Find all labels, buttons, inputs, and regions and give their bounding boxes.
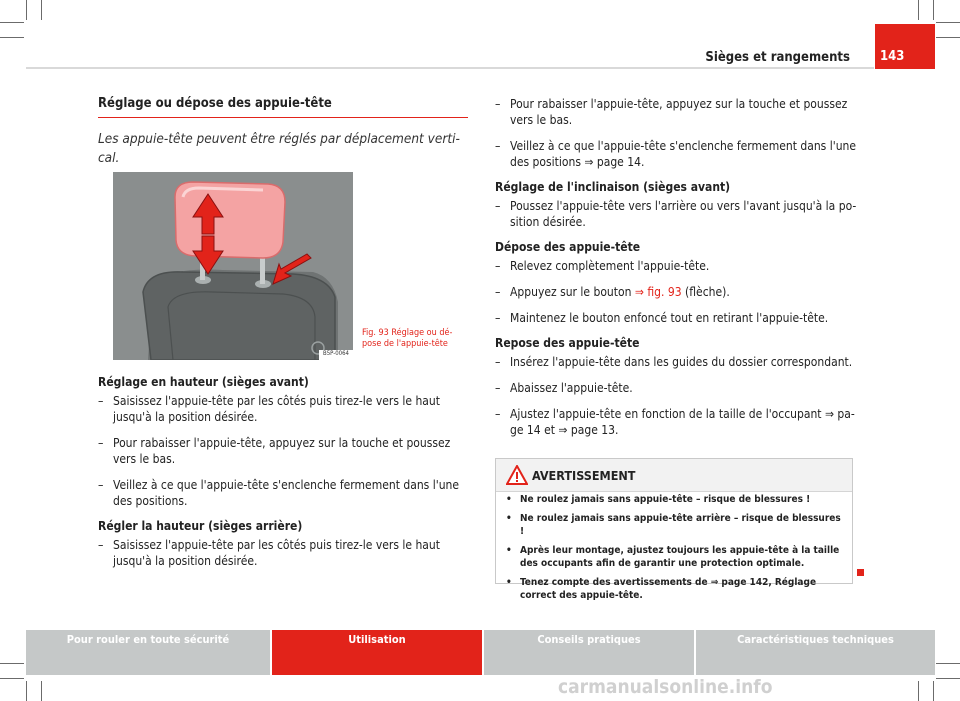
footer-tab-tips[interactable]: [484, 630, 694, 675]
running-header: Sièges et rangements: [705, 50, 850, 65]
list-item: – Pour rabaisser l'appuie-tête, appuyez sur la touche et poussez vers le bas.: [98, 436, 451, 466]
warning-body: [506, 493, 842, 608]
right-column: [495, 96, 857, 448]
crop-mark: [26, 0, 27, 20]
header-rule: [26, 67, 874, 69]
watermark: carmanualsonline.info: [558, 676, 773, 698]
footer-tab-label: Caractéristiques techniques: [737, 633, 894, 646]
warning-item: • Après leur montage, ajustez toujours les appuie-tête à la taille des occupants afin de garantir une protection optimale.: [506, 545, 840, 569]
warning-title: AVERTISSEMENT: [532, 468, 636, 483]
footer-tab-specs[interactable]: [696, 630, 935, 675]
crop-mark: [41, 0, 42, 20]
figure-caption: Fig. 93 Réglage ou dé-pose de l'appuie-tête: [362, 328, 453, 349]
left-column: [98, 96, 468, 168]
crop-mark: [936, 663, 960, 664]
left-column-lower: [98, 375, 468, 579]
footer-tab-label: Pour rouler en toute sécurité: [66, 633, 230, 646]
crop-mark: [918, 681, 919, 701]
crop-mark: [936, 678, 960, 679]
section-title: Réglage ou dépose des appuie-tête: [98, 96, 468, 118]
warning-item: • Ne roulez jamais sans appuie-tête arrière – risque de blessures !: [506, 513, 841, 537]
subsection-title: Réglage en hauteur (sièges avant): [98, 375, 309, 389]
footer-tab-safety[interactable]: [26, 630, 270, 675]
subsection-title: Réglage de l'inclinaison (sièges avant): [495, 180, 731, 194]
section-end-mark: [857, 569, 864, 576]
crop-mark: [0, 37, 24, 38]
subsection-title: Régler la hauteur (sièges arrière): [98, 519, 303, 533]
list-item: – Saisissez l'appuie-tête par les côtés puis tirez-le vers le haut jusqu'à la position désirée.: [98, 538, 440, 568]
list-item: – Appuyez sur le bouton ⇒ fig. 93 (flèche).: [495, 285, 730, 299]
figure-headrest: [113, 172, 353, 360]
headrest-illustration: [113, 172, 353, 360]
list-item: – Abaissez l'appuie-tête.: [495, 381, 633, 395]
list-item: – Saisissez l'appuie-tête par les côtés puis tirez-le vers le haut jusqu'à la position désirée.: [98, 394, 440, 424]
crop-mark: [933, 681, 934, 701]
page-number: 143: [880, 49, 905, 64]
list-item: – Ajustez l'appuie-tête en fonction de la taille de l'occupant ⇒ pa-ge 14 et ⇒ page 13.: [495, 407, 855, 437]
subsection-title: Dépose des appuie-tête: [495, 240, 641, 254]
crop-mark: [0, 663, 24, 664]
figure-link[interactable]: ⇒ fig. 93: [634, 285, 682, 299]
crop-mark: [933, 0, 934, 20]
crop-mark: [936, 22, 960, 23]
list-item: – Veillez à ce que l'appuie-tête s'enclenche fermement dans l'une des positions ⇒ page 14.: [495, 139, 857, 169]
warning-box: [495, 458, 853, 601]
list-item: – Relevez complètement l'appuie-tête.: [495, 259, 710, 273]
crop-mark: [26, 681, 27, 701]
warning-triangle-icon: [506, 465, 528, 485]
warning-item: • Ne roulez jamais sans appuie-tête – risque de blessures !: [506, 494, 811, 505]
list-item: – Maintenez le bouton enfoncé tout en retirant l'appuie-tête.: [495, 311, 829, 325]
crop-mark: [0, 678, 24, 679]
list-item: – Poussez l'appuie-tête vers l'arrière ou vers l'avant jusqu'à la po-sition désirée.: [495, 199, 857, 229]
crop-mark: [41, 681, 42, 701]
crop-mark: [918, 0, 919, 20]
footer-tab-label: Conseils pratiques: [537, 633, 641, 646]
crop-mark: [0, 22, 24, 23]
footer-tab-usage[interactable]: [272, 630, 482, 675]
list-item: – Pour rabaisser l'appuie-tête, appuyez sur la touche et poussez vers le bas.: [495, 97, 848, 127]
figure-code: B5P-0064: [323, 350, 349, 357]
warning-item: • Tenez compte des avertissements de ⇒ page 142, Réglage correct des appuie-tête.: [506, 577, 817, 601]
subsection-title: Repose des appuie-tête: [495, 336, 640, 350]
footer-tab-label: Utilisation: [348, 633, 406, 646]
intro-text: Les appuie-tête peuvent être réglés par déplacement verti-cal.: [98, 131, 460, 166]
list-item: – Veillez à ce que l'appuie-tête s'enclenche fermement dans l'une des positions.: [98, 478, 460, 508]
crop-mark: [936, 37, 960, 38]
list-item: – Insérez l'appuie-tête dans les guides du dossier correspondant.: [495, 355, 853, 369]
warning-header: [496, 459, 852, 492]
